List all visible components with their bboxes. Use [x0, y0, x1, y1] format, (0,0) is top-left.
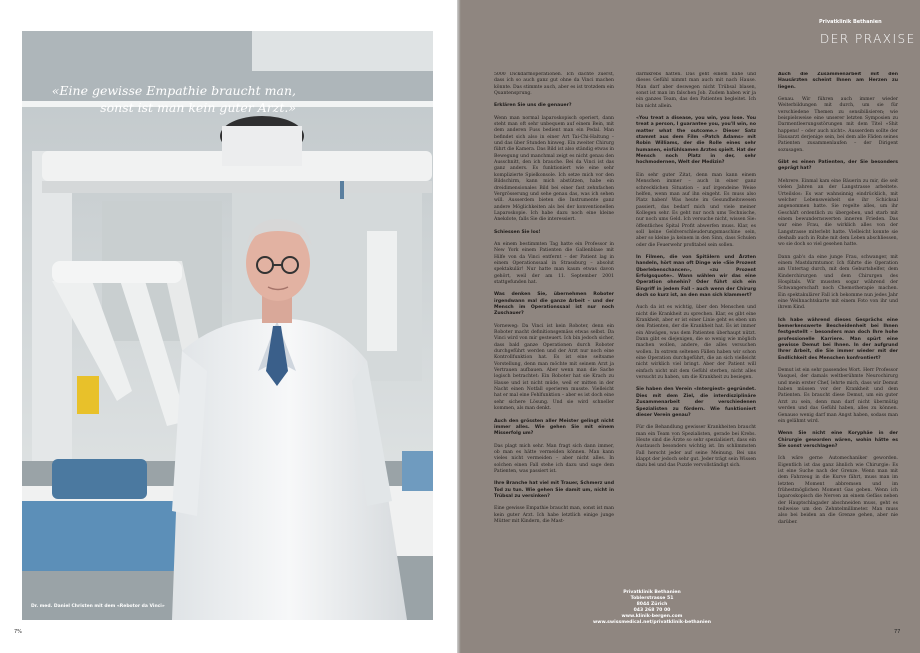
question: Gibt es einen Patienten, der Sie besonders geprägt hat?: [778, 160, 898, 172]
question: Ihre Branche hat viel mit Trauer, Schmerz und Tod zu tun. Wie gehen Sie damit um, nicht in Trübsal zu versinken?: [494, 481, 614, 499]
question: Sie haben den Verein «Intergiest» gegründet. Dies mit dem Ziel, die interdisziplinäre Zusammenarbeit der verschiedenen Spezialisten zu fördern. Wie funktioniert dieser Verein genau?: [636, 387, 756, 418]
contact-name: Privatklinik Bethanien: [623, 590, 681, 595]
publication-kicker: Privatklinik Bethanien: [819, 19, 882, 25]
left-page: [0, 0, 459, 653]
clinic-contact-block: [572, 590, 732, 626]
paragraph: Eine gewisse Empathie braucht man, sonst ist man kein guter Arzt. Ich habe letztlich einige junge Mütter mit Kindern, die Mast-: [494, 506, 614, 524]
page-number-left: 7%: [14, 629, 22, 635]
paragraph: Demut ist ein sehr passendes Wort. Herr Professor Vasquel, der damals weltberühmte Neurochirurg und mein erster Chef, lehrte mich, dass wir Demut haben müssen vor der Krankheit und dem Patienten. Es braucht diese Demut, um ein guter Arzt zu sein, denn man darf nicht übermütig werden und das Gefühl haben, alles zu können. Genauso wenig darf man Angst haben, sodass man ein gelähmt wird.: [778, 368, 898, 424]
text-column-3: [778, 72, 898, 618]
question: Schiessen Sie los!: [494, 229, 541, 235]
contact-city: 8044 Zürich: [636, 602, 668, 607]
question: Erklären Sie uns die genauer?: [494, 103, 572, 109]
paragraph: Für die Behandlung gewisser Krankheiten braucht man ein Team von Spezialisten, gerade bei Krebs. Heute sind die Ärzte so sehr spezialisiert, dass ein Austausch besonders wichtig ist. Im schlimmsten Fall herscht jeder auf seine Meinung. Bei uns klappt der jedoch sehr gut. Jeder trägt sein Wissen dazu bei und das Puzzle vervollständigt sich.: [636, 425, 756, 469]
text-column-2: [636, 72, 756, 618]
paragraph: An einem bestimmten Tag hatte ein Professor in New York einem Patienten die Gallenblase mit Hilfe von da Vinci entfernt – der Patient lag in einem Operationssaal in Strassburg – absolut spektakulär! Nur hatte man kaum etwas davon gehört, weil der am 11. September 2001 stattgefunden hat.: [494, 241, 614, 285]
question: Was denken Sie, übernehmen Roboter irgendwann mal die ganze Arbeit – und der Mensch im Operationssaal ist nur noch Zuschauer?: [494, 292, 614, 317]
paragraph: 5000 Dickdarmoperationen. Ich dachte zuerst, dass ich so auch ganz gut ohne da Vinci machen könnte. Das stimmte auch, aber es ist trotzdem ein Quantensprung.: [494, 72, 614, 97]
portrait-photo: [22, 31, 433, 620]
paragraph: Vorneweg: Da Vinci ist kein Roboter, denn ein Roboter macht definitionsgemäss etwas selbst. Da Vinci wird von mir gesteuert. Ich bin jedoch sicher, dass bald ganze Operationen durch Roboter durchgeführt werden und der Arzt nur noch eine Kontrollfunktion hat. Es ist eine seltsame Vorstellung, denn man möchte mit seinem Arzt ja Vertrauen aufbauen. Aber wenn man die Sache logisch betrachtet: Ein Roboter hat sie Krach zu Hause und ist nicht müde, weil er mitten in der Nacht einen Notfall operieren musste. Vielleicht hat er mal eine Fehlfunktion – aber es ist doch eine sehr sichere Lösung. Und sie wird schneller kommen, als man denkt.: [494, 323, 614, 412]
paragraph: Ich wäre gerne Automechaniker geworden. Eigentlich ist das ganz ähnlich wie Chirurgie: Es ist eine Suche nach der Grenze. Wenn man mit dem Fahrzeug in die Kurve fährt, muss man im letzten Moment abbremsen und im frühestmöglichen Moment Gas geben. Wenn ich laparoskopisch die Nerven an einem Gefäss neben der Hauptschlagader abschneiden muss, geht es teilweise um den Zehntelmillimeter. Man muss also bei beiden an die Grenze gehen, aber nie darüber.: [778, 456, 898, 525]
paragraph: Mehrere. Einmal kam eine Bäuerin zu mir, die seit vielen Jahren an der Langstrasse arbeitete. Urteilslos: Es war wahnsinnig eindrücklich, mit welcher Lebensweisheit sie ihr Schicksal angenommen hatte. Sie regelte alles, um ihr Geschäft ordentlich zu übergeben, und starb mit einem bewundernswerten inneren Frieden. Das war eine Frau, die wirklich alles von der Langstrasse miterlebt hatte. Vielleicht konnte sie deshalb auch in Ruhe mit dem Leben abschliessen, wo sie doch so viel gesehen hatte.: [778, 178, 898, 248]
paragraph: Das plagt mich sehr. Man fragt sich dann immer, ob man es hätte vermeiden können. Man kann vieles nicht vermeiden – aber nicht alles. In solchen einen Fall stehe ich dazu und sage dem Patienten, was passiert ist.: [494, 443, 614, 474]
photo-caption: Dr. med. Daniel Christen mit dem «Rebotor da Vinci»: [31, 604, 165, 609]
operating-room-illustration: [22, 31, 433, 620]
paragraph: Dann gab's da eine junge Frau, schwanger, mit einem Mastdarmtumor. Ich führte die Operation am Untertag durch, mit dem Geburtshelfer, dem Kinderchirurgen und dem Chirurgen des Hospitals. Wir mussten sogar während der Schwangerschaft noch Chemotherapie machen. Ein spektakulärer Fall ich bekomme nun jedes Jahr eine Weihnachtskarte mit einem Foto von ihr und ihrem Kind.: [778, 254, 898, 311]
contact-website-2: www.swissmedical.net/privatklinik-bethanien: [592, 620, 711, 625]
question: Wenn Sie nicht eine Koryphäe in der Chirurgie geworden wären, wohin hätte es Sie sonst verschlagen?: [778, 431, 898, 449]
pull-quote: «Eine gewisse Empathie braucht man, sonst ist man kein guter Arzt.»: [51, 83, 296, 115]
question: Auch den grössten aller Meister gelingt nicht immer alles. Wie gehen Sie mit einem Misserfolg um?: [494, 418, 614, 437]
question: In Filmen, die von Spitälern und Ärzten handeln, hört man oft Dinge wie «Sie Prozent Überlebenschancen», «zu Prozent Erfolgsquote». Wann wählen wir das eine Operation ohnehin? Oder führt sich ein Eingriff in jedem Fall – auch wenn der Chirurg doch so kurz ist, an den man sich klammert?: [636, 254, 756, 298]
article-body: [494, 72, 899, 618]
paragraph: darmkrebs hatten. Das geht einem nahe und dieses Gefühl nimmt man auch mit nach Hause. Man darf aber deswegen nicht Trübsal blasen, sonst ist man im falschen Job. Zudem haben wir ja ein ganzes Team, das den Patienten begleitet. Ich bin nicht allein.: [636, 72, 756, 109]
contact-website: www.klinik-bergen.com: [621, 614, 683, 619]
paragraph: Ein sehr guter Zitat, denn man kann einem Menschen immer – auch in einer ganz schrecklichen Situation – auf irgendeine Weise helfen, wenn man auf ihn eingeht. Es muss also Platz haben! Was heute im Gesundheitswesen passiert, das bedarf mich und viele meiner Kollegen sehr. Es geht nur noch ums Technische, nur noch ums Geld. Ich versuche nicht, wissen Sie: öffentliches Spital Profit abwerfen muss. Klar, es soll keine Geldverschleuderungsmaschine sein, aber so kleine ja keinem in den Sinn, dass Schulen oder die Feuerwehr profitabel sein sollen.: [636, 172, 756, 248]
paragraph: Genau. Wir führen auch immer wieder Weiterbildungen mit durch, um sie für verschiedene Themen zu sensibilisieren; wie beispielsweise eine unserer letzten Symposien zu Darmentleerungsstörungen mit dem Titel «Shit happens! – oder auch nicht». Ausserdem sollte der Hausarzt derjenige sein, bei dem alle Fäden seines Patienten zusammenlaufen – der Dirigent sozusagen.: [778, 97, 898, 153]
section-title: DER PRAXISE: [820, 32, 916, 46]
question: «You treat a disease, you win, you lose. You treat a person, I guarantee you, you'll win, no matter what the outcome.» Dieser Satz stammt aus dem Film «Patch Adams» mit Robin Williams, der die Rolle eines sehr humanen, einfühlsamen Arztes spielt. Hat der Mensch noch Platz in der, sehr hochmodernen, Welt der Medizin?: [636, 116, 756, 166]
question: Auch die Zusammenarbeit mit den Hausärzten scheint Ihnen am Herzen zu liegen.: [778, 72, 898, 90]
contact-phone: 043 268 70 00: [633, 608, 671, 613]
contact-street: Toblerstrasse 51: [630, 596, 674, 601]
paragraph: Auch da ist es wichtig, über den Menschen und nicht die Krankheit zu sprechen. Klar, es gibt eine Krankheit, aber er ist einer Linie geht es eben um den Patienten, der die Krankheit hat. Es ist immer ein Abwägen, was dem Patienten überhaupt nützt. Dann gibt es diejenigen, die so wenig wie möglich machen wollen, andere, die alles versuchen wollen. In extrem seltenen Fällen haben wir schon eine Operation durchgeführt, die an sich vielleicht nicht wirklich viel bringt. Aber der Patient will einfach nicht mit dem Gefühl sterben, nicht alles versucht zu haben, um die Krankheit zu besiegen.: [636, 305, 756, 381]
page-number-right: 77: [894, 629, 901, 635]
paragraph: Wenn man normal laparoskopisch operiert, dann steht man oft sehr unbequem auf einem Bein, mit dem anderen Fuss bedient man ein Pedal. Man befindet sich also in einer Art Tai-Chi-Haltung – und das über Stunden hinweg. Ein zweiter Chirurg führt die Kamera. Das Bild ist also ständig etwas in Bewegung und manchmal zeigt es nicht genau den Ausschnitt, den ich brauche. Bei da Vinci ist das ganz anders. Es funktioniert wie eine sehr komplizierte Spielkonsole. Ich setze mich vor den Bildschirm, kann mich abstützen, habe ein dreidimensionales Bild bei einer fast zehnfachen Vergrösserung und sehe genau das, was ich sehen will. Ausserdem bieten die Instrumente ganz andere Möglichkeiten als bei der konventionellen Laparoskopie. Ich habe dazu noch eine kleine Anekdote, falls Sie die interessiert.: [494, 115, 614, 223]
text-column-1: [494, 72, 614, 618]
question: Ich habe während dieses Gesprächs eine bemerkenswerte Bescheidenheit bei Ihnen festgestellt – besonders man doch Ihre hohe professionelle Karriere. Man spürt eine gewisse Demut bei Ihnen. In der aufgrund Ihrer Arbeit, die Sie immer wieder mit der Endlichkeit des Menschen konfrontiert?: [778, 317, 898, 361]
